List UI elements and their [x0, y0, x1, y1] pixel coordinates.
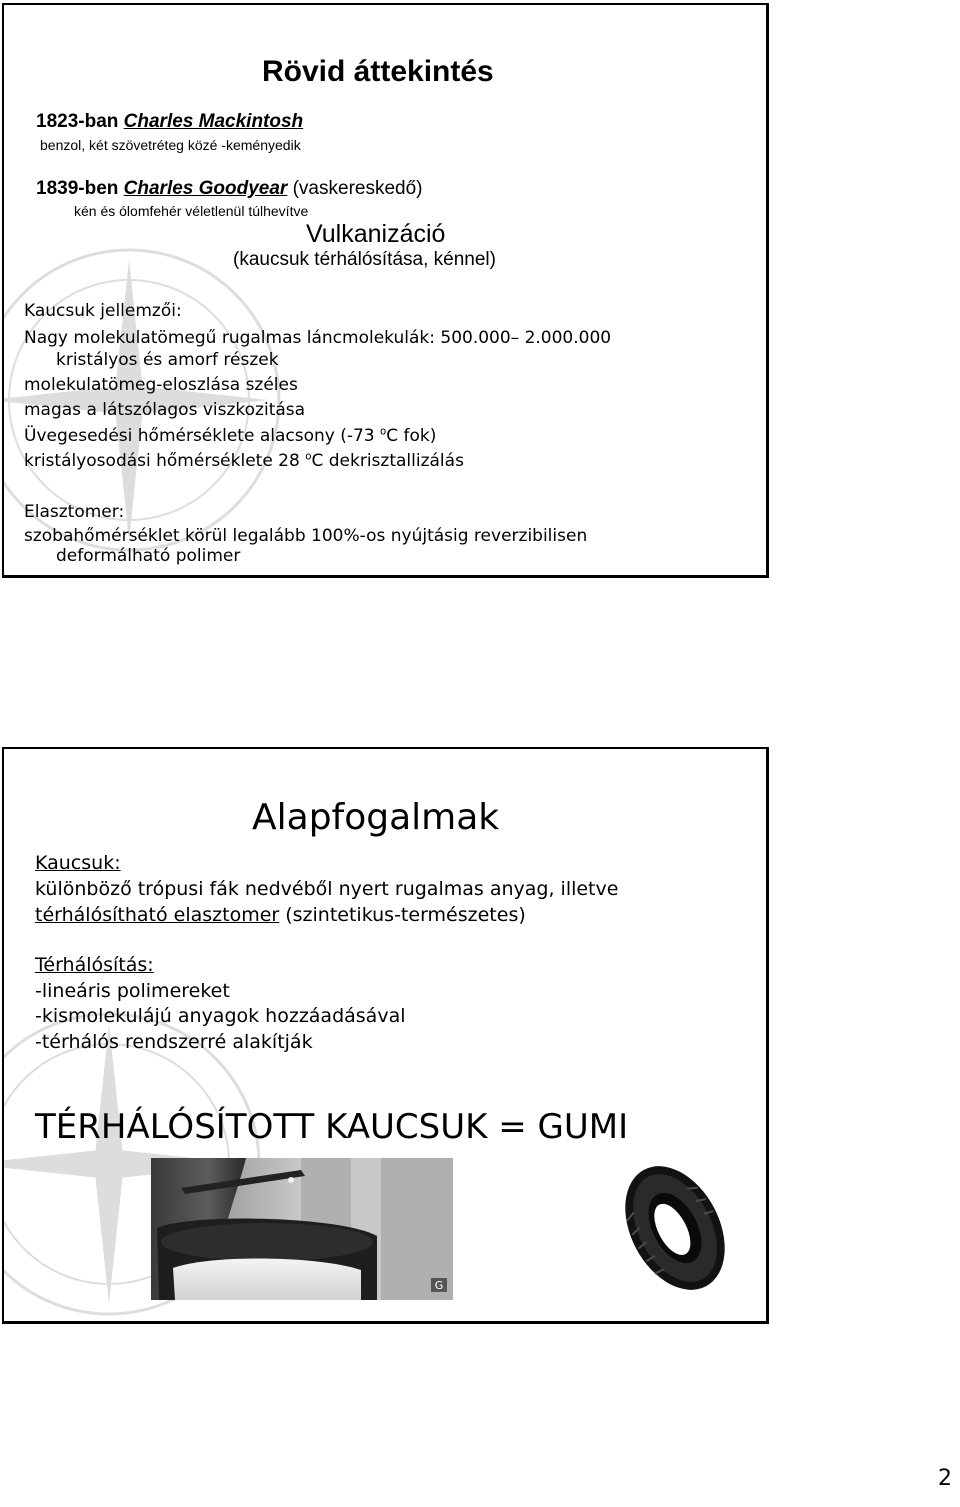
crosslinking-item-1: -lineáris polimereket: [35, 980, 230, 1002]
crosslinking-item-3: -térhálós rendszerré alakítják: [35, 1031, 313, 1053]
property-viscosity: magas a látszólagos viszkozitása: [24, 400, 306, 420]
vulcanization-subtitle: (kaucsuk térhálósítása, kénnel): [233, 249, 496, 270]
properties-heading: Kaucsuk jellemzői:: [24, 301, 182, 321]
year-1823: 1823-ban: [36, 111, 119, 132]
rubber-tapping-photo: [151, 1158, 453, 1300]
goodyear-occupation: (vaskereskedő): [292, 178, 423, 199]
mackintosh-name: Charles Mackintosh: [123, 111, 304, 132]
elastomer-heading: Elasztomer:: [24, 502, 125, 522]
kaucsuk-definition-line2: térhálósítható elasztomer (szintetikus-természetes): [35, 904, 526, 926]
kaucsuk-definition-line1: különböző trópusi fák nedvéből nyert rugalmas anyag, illetve: [35, 878, 619, 900]
property-crystalline: kristályos és amorf részek: [56, 350, 279, 370]
mackintosh-line: [36, 111, 303, 133]
property-distribution: molekulatömeg-eloszlása széles: [24, 375, 298, 395]
page-number: 2: [938, 1466, 952, 1491]
goodyear-detail: kén és ólomfehér véletlenül túlhevítve: [74, 203, 309, 219]
elastomer-definition-line2: deformálható polimer: [56, 546, 241, 566]
kaucsuk-label: Kaucsuk:: [35, 852, 121, 874]
property-molecular-weight: Nagy molekulatömegű rugalmas láncmolekulák: 500.000– 2.000.000: [24, 328, 612, 348]
crosslinking-label: Térhálósítás:: [35, 954, 154, 976]
property-crystallization: kristályosodási hőmérséklete 28 $^o$C dekrisztallizálás: [24, 451, 464, 471]
property-glass-transition: Üvegesedési hőmérséklete alacsony (-73 $^o$C fok): [24, 426, 437, 446]
degree-sup: o: [305, 451, 312, 463]
elastomer-definition-line1: szobahőmérséklet körül legalább 100%-os nyújtásig reverzibilisen: [24, 526, 588, 546]
vulcanization-title: Vulkanizáció: [306, 220, 446, 248]
photo-logo: G: [434, 1279, 444, 1292]
degree-sup: o: [380, 426, 387, 438]
goodyear-line: [36, 178, 423, 200]
slide-basic-concepts: [2, 747, 769, 1324]
equation-heading: TÉRHÁLÓSÍTOTT KAUCSUK = GUMI: [35, 1107, 629, 1147]
slide-title: Rövid áttekintés: [262, 55, 494, 88]
slide-overview: [2, 3, 769, 578]
crosslinking-item-2: -kismolekulájú anyagok hozzáadásával: [35, 1005, 406, 1027]
slide-title: Alapfogalmak: [252, 797, 500, 838]
year-1839: 1839-ben: [36, 178, 119, 199]
tire-image: [606, 1159, 744, 1297]
mackintosh-detail: benzol, két szövetréteg közé -keményedik: [40, 137, 301, 153]
goodyear-name: Charles Goodyear: [123, 178, 288, 199]
